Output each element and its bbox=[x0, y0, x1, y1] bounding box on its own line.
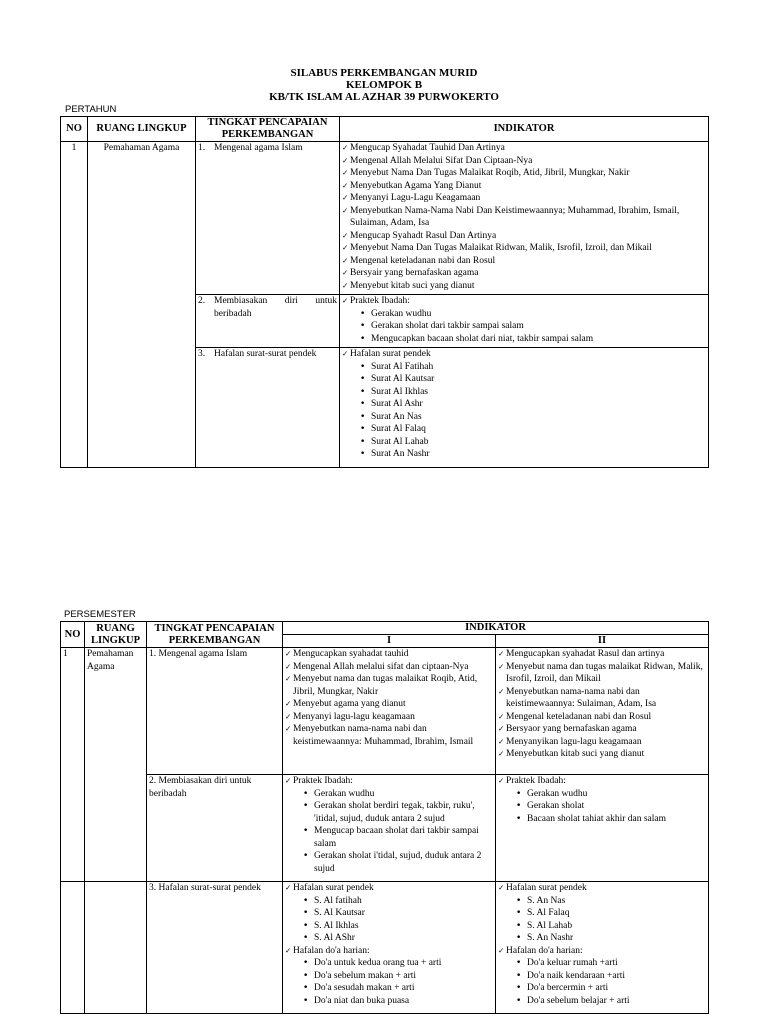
document-subtitle-school: KB/TK ISLAM AL AZHAR 39 PURWOKERTO bbox=[269, 91, 499, 103]
list-item: ✓ Menyebutkan Nama-Nama Nabi Dan Keistimewaannya; Muhammad, Ibrahim, Ismail, Sulaiman, Adam, Isa bbox=[342, 205, 706, 230]
list-item: ✓ Menyebut nama dan tugas malaikat Roqib, Atid, Jibril, Mungkar, Nakir bbox=[285, 673, 493, 698]
ruang-lingkup-cell: Pemahaman Agama bbox=[88, 142, 196, 468]
ruang-lingkup-cell: Pemahaman Agama bbox=[85, 648, 147, 882]
table-row bbox=[61, 648, 709, 775]
sub-list-item: • Surat Al Ashr bbox=[371, 398, 706, 411]
indikator-sem2-cell bbox=[496, 882, 709, 1014]
list-item: ✓ Menyebutkan Agama Yang Dianut bbox=[342, 180, 706, 193]
indikator-cell bbox=[340, 348, 709, 468]
sub-list-item: • Do'a sebelum makan + arti bbox=[314, 970, 493, 983]
list-item bbox=[342, 348, 706, 461]
list-item bbox=[498, 775, 706, 825]
sub-list-item: • Gerakan wudhu bbox=[314, 788, 493, 801]
sub-list bbox=[506, 895, 706, 945]
tingkat-cell: 1. Mengenal agama Islam bbox=[147, 648, 283, 775]
sub-list-item: • Do'a naik kendaraan +arti bbox=[527, 970, 706, 983]
sub-list-item: • Surat Al Kautsar bbox=[371, 373, 706, 386]
list-item: ✓ Menyebutkan nama-nama nabi dan keistimewaannya: Muhammad, Ibrahim, Ismail bbox=[285, 723, 493, 748]
list-item: ✓ Mengucapkan syahadat tauhid bbox=[285, 648, 493, 661]
list-item-text: Hafalan surat pendek bbox=[506, 883, 587, 893]
sub-list-item: • S. Al Falaq bbox=[527, 907, 706, 920]
sub-list-item: • Surat An Nashr bbox=[371, 448, 706, 461]
indikator-list bbox=[342, 142, 706, 292]
document-title: SILABUS PERKEMBANGAN MURID bbox=[290, 67, 478, 79]
sub-list-item: • Do'a sebelum belajar + arti bbox=[527, 995, 706, 1008]
indikator-cell bbox=[340, 142, 709, 295]
sub-list-item: • Surat Al Falaq bbox=[371, 423, 706, 436]
header-tingkat-pencapaian: TINGKAT PENCAPAIAN PERKEMBANGAN bbox=[147, 622, 283, 648]
sub-list-item: • Surat Al Lahab bbox=[371, 436, 706, 449]
list-item bbox=[285, 775, 493, 875]
list-item: ✓ Mengenal keteladanan nabi dan Rosul bbox=[498, 711, 706, 724]
tingkat-text: Hafalan surat-surat pendek bbox=[214, 349, 317, 359]
sub-list-item: • Gerakan sholat dari takbir sampai salam bbox=[371, 320, 706, 333]
tingkat-text: Mengenal agama Islam bbox=[214, 143, 303, 153]
indikator-cell bbox=[340, 295, 709, 348]
list-item: ✓ Bersyair yang bernafaskan agama bbox=[342, 267, 706, 280]
list-item bbox=[498, 945, 706, 1008]
sub-list bbox=[293, 895, 493, 945]
list-item: ✓ Menyanyi Lagu-Lagu Keagamaan bbox=[342, 192, 706, 205]
header-semester-1: I bbox=[283, 635, 496, 648]
indikator-sem1-cell bbox=[283, 775, 496, 882]
list-item: ✓ Menyebut kitab suci yang dianut bbox=[342, 280, 706, 293]
section-label-pertahun: PERTAHUN bbox=[65, 104, 117, 115]
indikator-list bbox=[285, 775, 493, 875]
sub-list-item: • S. An Nas bbox=[527, 895, 706, 908]
header-ruang-lingkup: RUANG LINGKUP bbox=[85, 622, 147, 648]
sub-list bbox=[293, 788, 493, 876]
sub-list-item: • Bacaan sholat tahiat akhir dan salam bbox=[527, 813, 706, 826]
list-item: ✓ Mengenal Allah melalui sifat dan ciptaan-Nya bbox=[285, 661, 493, 674]
list-item: ✓ Menyebut Nama Dan Tugas Malaikat Ridwan, Malik, Isrofil, Izroil, dan Mikail bbox=[342, 242, 706, 255]
sub-list-item: • Gerakan wudhu bbox=[527, 788, 706, 801]
sub-list-item: • S. Al Kautsar bbox=[314, 907, 493, 920]
indikator-list bbox=[285, 648, 493, 748]
tingkat-cell bbox=[196, 348, 340, 468]
indikator-list bbox=[498, 775, 706, 825]
table-persemester bbox=[60, 621, 709, 1014]
indikator-list bbox=[498, 648, 706, 761]
indikator-list bbox=[498, 882, 706, 1007]
sub-list-item: • Gerakan wudhu bbox=[371, 308, 706, 321]
row-number: 1 bbox=[61, 648, 85, 882]
list-item-text: Hafalan surat pendek bbox=[350, 349, 431, 359]
tingkat-cell: 2. Membiasakan diri untuk beribadah bbox=[147, 775, 283, 882]
header-indikator: INDIKATOR bbox=[340, 117, 709, 142]
tingkat-cell bbox=[196, 142, 340, 295]
list-item: ✓ Mengenal Allah Melalui Sifat Dan Ciptaan-Nya bbox=[342, 155, 706, 168]
list-item-text: Hafalan do'a harian: bbox=[506, 945, 583, 956]
header-tingkat-pencapaian: TINGKAT PENCAPAIAN PERKEMBANGAN bbox=[196, 117, 340, 142]
sub-list bbox=[506, 957, 706, 1007]
sub-list-item: • Surat Al Ikhlas bbox=[371, 386, 706, 399]
table-row bbox=[61, 142, 709, 295]
sub-list bbox=[350, 308, 706, 346]
list-item-text: Hafalan do'a harian: bbox=[293, 945, 370, 956]
document-subtitle-group: KELOMPOK B bbox=[345, 79, 423, 91]
list-item-text: Praktek Ibadah: bbox=[506, 776, 566, 786]
sub-list-item: • S. Al Lahab bbox=[527, 920, 706, 933]
sub-list-item: • Mengucapkan bacaan sholat dari niat, takbir sampai salam bbox=[371, 333, 706, 346]
indikator-sem2-cell bbox=[496, 775, 709, 882]
table-header-row bbox=[61, 117, 709, 142]
indikator-list bbox=[342, 295, 706, 345]
list-item: ✓ Menyebut nama dan tugas malaikat Ridwan, Malik, Isrofil, Izroil, dan Mikail bbox=[498, 661, 706, 686]
tingkat-cell: 3. Hafalan surat-surat pendek bbox=[147, 882, 283, 1014]
sub-list-item: • Surat Al Fatihah bbox=[371, 361, 706, 374]
sub-list-item: • S. Al Ikhlas bbox=[314, 920, 493, 933]
list-item: ✓ Mengucap Syahadat Tauhid Dan Artinya bbox=[342, 142, 706, 155]
list-item: ✓ Mengucapkan syahadat Rasul dan artinya bbox=[498, 648, 706, 661]
sub-list bbox=[506, 788, 706, 826]
sub-list-item: • Gerakan sholat berdiri tegak, takbir, ruku', 'itidal, sujud, duduk antara 2 sujud bbox=[314, 800, 493, 825]
header-no: NO bbox=[61, 117, 88, 142]
row-number: 1 bbox=[61, 142, 88, 468]
table-pertahun bbox=[60, 116, 709, 468]
indikator-list bbox=[342, 348, 706, 461]
indikator-sem1-cell bbox=[283, 648, 496, 775]
header-no: NO bbox=[61, 622, 85, 648]
sub-list-item: • Gerakan sholat i'tidal, sujud, duduk antara 2 sujud bbox=[314, 850, 493, 875]
sub-list-item: • S. An Nashr bbox=[527, 932, 706, 945]
table-header-row bbox=[61, 622, 709, 635]
tingkat-number: 3. bbox=[198, 349, 206, 359]
list-item: ✓ Menyebut Nama Dan Tugas Malaikat Roqib, Atid, Jibril, Mungkar, Nakir bbox=[342, 167, 706, 180]
sub-list bbox=[350, 361, 706, 461]
header-indikator: INDIKATOR bbox=[283, 622, 709, 635]
sub-list-item: • S. Al fatihah bbox=[314, 895, 493, 908]
sub-list-item: • Do'a bercermin + arti bbox=[527, 982, 706, 995]
list-item: ✓ Mengucap Syahadt Rasul Dan Artinya bbox=[342, 230, 706, 243]
list-item: ✓ Bersyaor yang bernafaskan agama bbox=[498, 723, 706, 736]
list-item-text: Praktek Ibadah: bbox=[350, 296, 410, 306]
list-item bbox=[498, 882, 706, 945]
sub-list-item: • S. Al AShr bbox=[314, 932, 493, 945]
list-item bbox=[285, 882, 493, 945]
list-item: ✓ Menyanyikan lagu-lagu keagamaan bbox=[498, 736, 706, 749]
list-item-text: Praktek Ibadah: bbox=[293, 776, 353, 786]
sub-list-item: • Mengucap bacaan sholat dari takbir sampai salam bbox=[314, 825, 493, 850]
sub-list-item: • Do'a niat dan buka puasa bbox=[314, 995, 493, 1008]
list-item: ✓ Menyebut agama yang dianut bbox=[285, 698, 493, 711]
header-ruang-lingkup: RUANG LINGKUP bbox=[88, 117, 196, 142]
list-item-text: Hafalan surat pendek bbox=[293, 883, 374, 893]
sub-list-item: • Surat An Nas bbox=[371, 411, 706, 424]
table-row bbox=[61, 882, 709, 1014]
tingkat-number: 2. bbox=[198, 296, 206, 306]
section-label-persemester: PERSEMESTER bbox=[64, 609, 136, 620]
indikator-sem1-cell bbox=[283, 882, 496, 1014]
list-item: ✓ Menyebutkan kitab suci yang dianut bbox=[498, 748, 706, 761]
row-number-empty bbox=[61, 882, 85, 1014]
ruang-lingkup-empty bbox=[85, 882, 147, 1014]
indikator-sem2-cell bbox=[496, 648, 709, 775]
sub-list-item: • Do'a sesudah makan + arti bbox=[314, 982, 493, 995]
tingkat-number: 1. bbox=[198, 143, 206, 153]
list-item: ✓ Menyanyi lagu-lagu keagamaan bbox=[285, 711, 493, 724]
sub-list bbox=[293, 957, 493, 1007]
list-item bbox=[285, 945, 493, 1008]
sub-list-item: • Do'a keluar rumah +arti bbox=[527, 957, 706, 970]
list-item bbox=[342, 295, 706, 345]
sub-list-item: • Do'a untuk kedua orang tua + arti bbox=[314, 957, 493, 970]
tingkat-cell bbox=[196, 295, 340, 348]
sub-list-item: • Gerakan sholat bbox=[527, 800, 706, 813]
list-item: ✓ Menyebutkan nama-nama nabi dan keistimewaannya: Sulaiman, Adam, Isa bbox=[498, 686, 706, 711]
list-item: ✓ Mengenal keteladanan nabi dan Rosul bbox=[342, 255, 706, 268]
header-semester-2: II bbox=[496, 635, 709, 648]
tingkat-text: Membiasakan diri untuk beribadah bbox=[214, 296, 337, 319]
indikator-list bbox=[285, 882, 493, 1007]
table-row bbox=[61, 775, 709, 882]
